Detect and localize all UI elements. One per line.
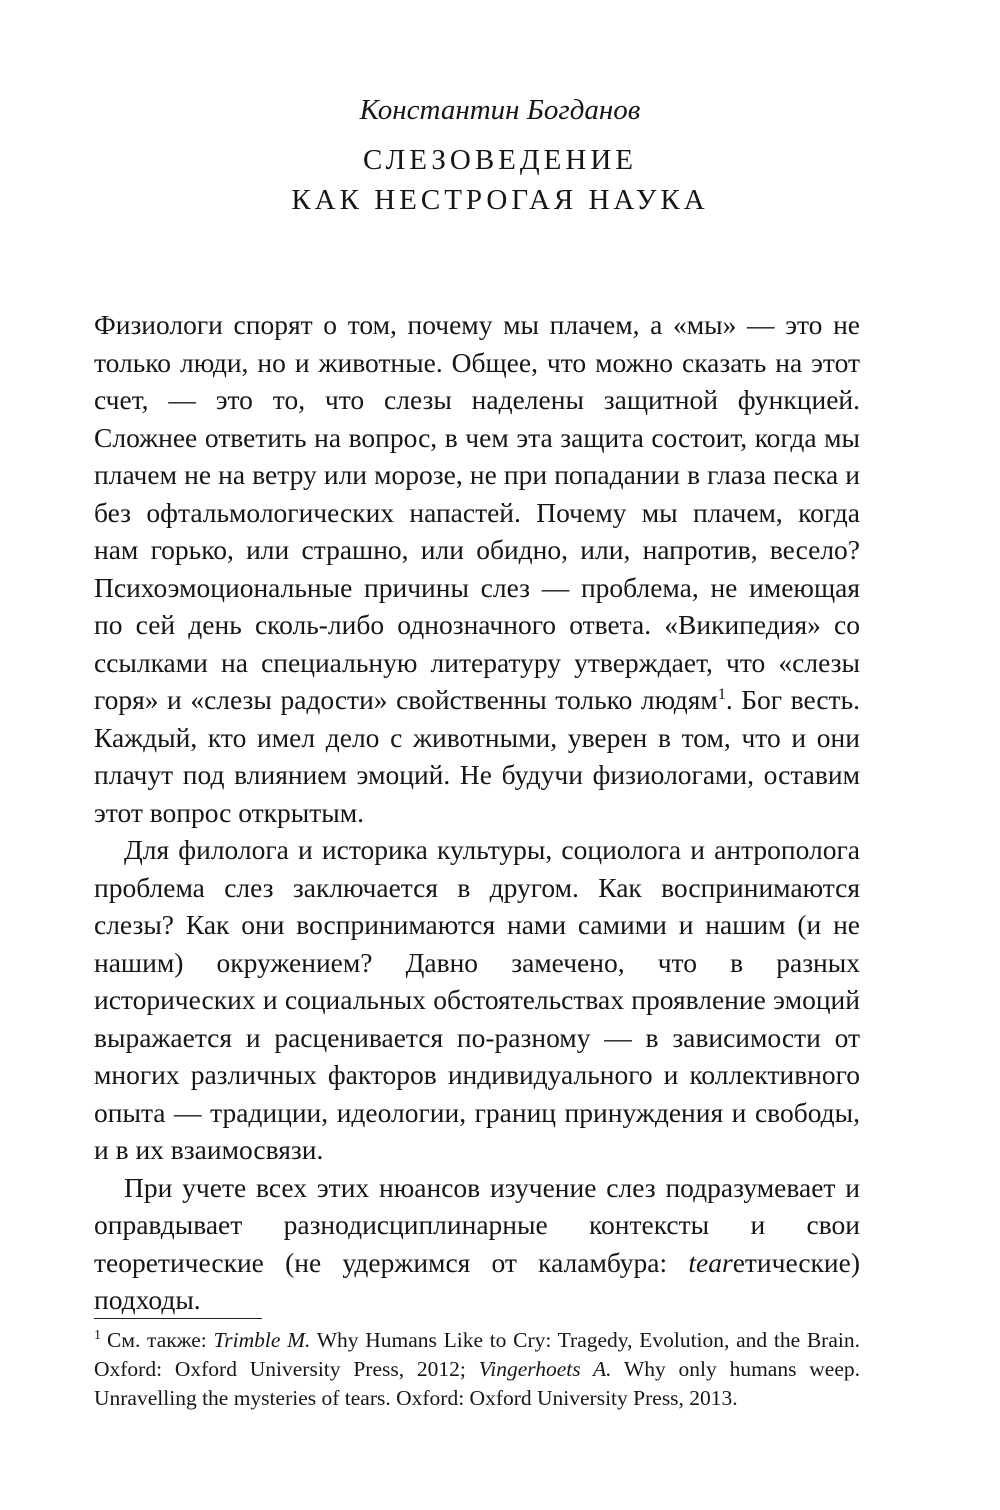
footnote: [94, 1326, 860, 1413]
chapter-title-line-2: КАК НЕСТРОГАЯ НАУКА: [291, 184, 709, 216]
author-name: Константин Богданов: [359, 94, 641, 126]
paragraph-3-text-a: При учете всех этих нюансов изучение слез подразумевает и оправдывает разнодисциплинарные контексты и свои теоретические (не удержимся от каламбура:: [94, 1171, 860, 1278]
paragraph-3-text-b: етические) подходы.: [94, 1246, 860, 1315]
paragraph-1-text-a: Физиологи спорят о том, почему мы плачем, а «мы» — это не только люди, но и животные. Общее, что можно сказать на этот счет, — это то, что слезы наделены защитной функцией. Сложнее ответить на вопрос, в чем эта защита состоит, когда мы плачем не на ветру или морозе, не при попадании в глаза песка и без офтальмологических напастей. Почему мы плачем, когда нам горько, или страшно, или обидно, или, напротив, весело? Психоэмоциональные причины слез — проблема, не имеющая по сей день сколь-либо однозначного ответа. «Википедия» со ссылками на специальную литературу утверждает, что «слезы горя» и «слезы радости» свойственны только людям: [94, 309, 860, 715]
paragraph-1: [94, 306, 860, 831]
paragraph-2: Для филолога и историка культуры, социолога и антрополога проблема слез заключается в другом. Как воспринимаются слезы? Как они воспринимаются нами самими и нашим (и не нашим) окружением? Давно замечено, что в разных исторических и социальных обстоятельствах проявление эмоций выражается и расценивается по-разному — в зависимости от многих различных факторов индивидуального и коллективного опыта — традиции, идеологии, границ принуждения и свободы, и в их взаимосвязи.: [94, 834, 860, 1165]
footnote-author-2: Vingerhoets A.: [478, 1357, 612, 1381]
footnote-mark: 1: [94, 1327, 101, 1343]
chapter-title: [0, 140, 1000, 220]
paragraph-1-text-b: . Бог весть. Каждый, кто имел дело с животными, уверен в том, что и они плачут под влиянием эмоций. Не будучи физиологами, оставим этот вопрос открытым.: [94, 684, 860, 828]
pun-italic: tear: [688, 1246, 733, 1278]
footnote-work-2: Why only humans weep. Unravelling the mysteries of tears. Oxford: Oxford University Press, 2013.: [94, 1357, 860, 1410]
footnote-intro: См. также:: [107, 1328, 214, 1352]
paragraph-3: [94, 1169, 860, 1319]
chapter-title-line-1: СЛЕЗОВЕДЕНИЕ: [363, 144, 637, 176]
footnote-work-1: Why Humans Like to Cry: Tragedy, Evolution, and the Brain. Oxford: Oxford University Press, 2012;: [94, 1328, 860, 1381]
footnote-reference[interactable]: 1: [717, 685, 726, 703]
footnote-divider: [94, 1318, 262, 1319]
footnote-author-1: Trimble M.: [213, 1328, 311, 1352]
body-text: [94, 306, 860, 1319]
